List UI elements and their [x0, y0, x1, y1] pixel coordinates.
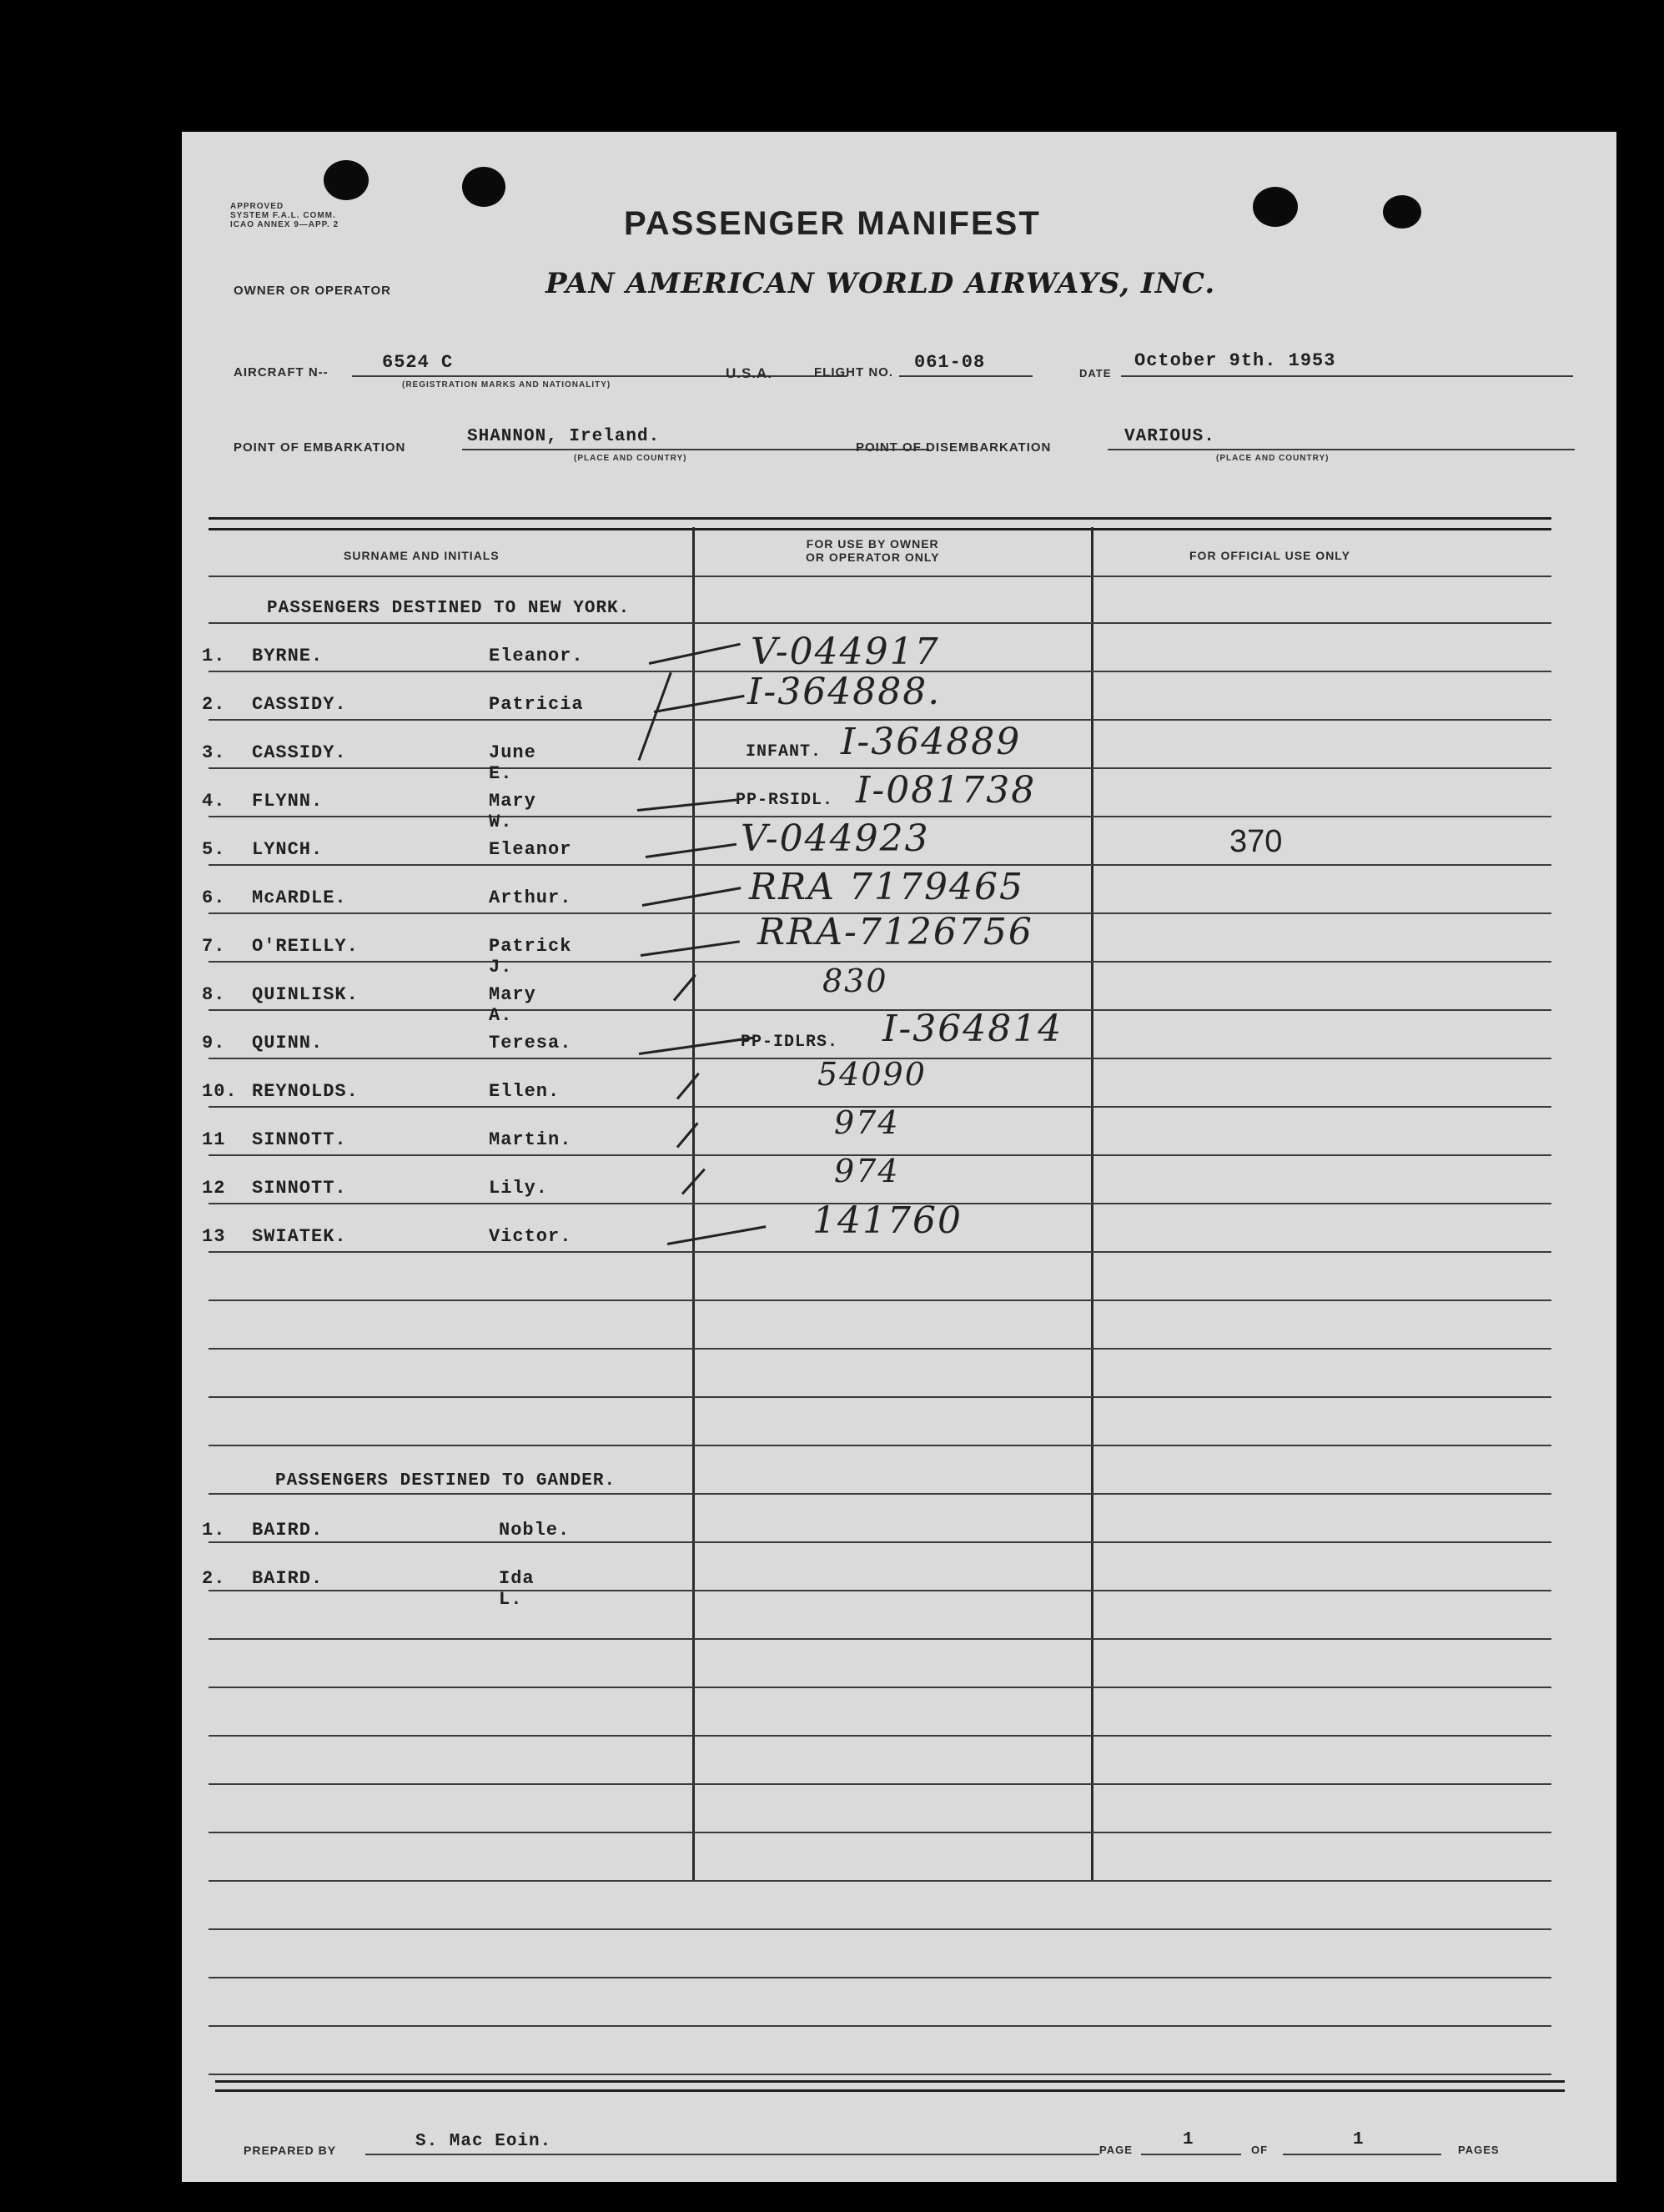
passenger-given-name: Patricia: [489, 694, 584, 715]
passenger-given-name: Ida L.: [499, 1568, 535, 1610]
handwritten-entry: 830: [822, 963, 888, 999]
row-rule: [209, 576, 1551, 577]
row-rule: [209, 1445, 1551, 1446]
section-heading-new-york: PASSENGERS DESTINED TO NEW YORK.: [267, 599, 631, 618]
passenger-given-name: Arthur.: [489, 887, 572, 908]
embark-label: POINT OF EMBARKATION: [234, 440, 406, 455]
passenger-given-name: Mary A.: [489, 984, 536, 1026]
row-number: 4.: [202, 791, 226, 812]
row-rule: [209, 1348, 1551, 1350]
column-header-line: OR OPERATOR ONLY: [806, 550, 940, 564]
of-label: OF: [1251, 2144, 1269, 2156]
row-rule: [209, 1396, 1551, 1398]
passenger-surname: QUINLISK.: [252, 984, 359, 1005]
row-number: 7.: [202, 936, 226, 957]
header-rule: [209, 517, 1551, 530]
place-caption: (PLACE AND COUNTRY): [1216, 454, 1330, 463]
handwritten-entry: 54090: [817, 1056, 927, 1093]
handwritten-entry: RRA 7179465: [749, 866, 1024, 908]
row-rule: [209, 1687, 1551, 1688]
passenger-given-name: June E.: [489, 742, 536, 784]
page-title: PASSENGER MANIFEST: [624, 205, 1041, 242]
flight-underline: [899, 375, 1033, 377]
page-underline: [1141, 2154, 1241, 2155]
manifest-sheet: [182, 132, 1616, 2182]
prepared-underline: [365, 2154, 1099, 2155]
check-mark: [676, 1122, 699, 1148]
owner-label: OWNER OR OPERATOR: [234, 284, 391, 298]
row-rule: [209, 1009, 1551, 1011]
handwritten-entry: V-044917: [751, 631, 940, 673]
approval-line: ICAO ANNEX 9—APP. 2: [230, 220, 339, 229]
handwritten-entry: 974: [834, 1153, 900, 1189]
column-header-surname: SURNAME AND INITIALS: [344, 549, 500, 562]
pen-stroke: [646, 843, 736, 858]
page-label: PAGE: [1099, 2144, 1133, 2156]
row-number: 1.: [202, 1520, 226, 1541]
punch-hole: [1253, 187, 1298, 227]
approval-line: APPROVED: [230, 202, 284, 211]
passenger-surname: O'REILLY.: [252, 936, 359, 957]
date-underline: [1121, 375, 1573, 377]
row-rule: [209, 1928, 1551, 1930]
column-header-official: FOR OFFICIAL USE ONLY: [1189, 549, 1350, 562]
page-total: 1: [1353, 2130, 1365, 2149]
row-rule: [209, 2025, 1551, 2027]
row-number: 1.: [202, 646, 226, 666]
passenger-surname: CASSIDY.: [252, 742, 347, 763]
punch-hole: [1383, 195, 1421, 229]
embark-value: SHANNON, Ireland.: [467, 427, 661, 446]
official-use-note: 370: [1229, 824, 1283, 859]
prepared-by-value: S. Mac Eoin.: [415, 2132, 552, 2151]
registration-caption: (REGISTRATION MARKS AND NATIONALITY): [402, 380, 611, 390]
aircraft-underline: [352, 375, 847, 377]
date-value: October 9th. 1953: [1134, 350, 1336, 371]
passenger-surname: BAIRD.: [252, 1520, 324, 1541]
flight-label: FLIGHT NO.: [814, 365, 893, 380]
passenger-given-name: Ellen.: [489, 1081, 561, 1102]
passenger-surname: CASSIDY.: [252, 694, 347, 715]
aircraft-label: AIRCRAFT N--: [234, 365, 329, 380]
row-rule: [209, 1880, 1551, 1882]
row-rule: [209, 1977, 1551, 1978]
passenger-surname: REYNOLDS.: [252, 1081, 359, 1102]
row-rule: [209, 1251, 1551, 1253]
operator-typed-entry: INFANT.: [746, 742, 822, 762]
punch-hole: [462, 167, 505, 207]
pen-stroke: [637, 798, 737, 812]
date-label: DATE: [1079, 367, 1112, 380]
pages-label: PAGES: [1458, 2144, 1500, 2156]
pen-stroke: [638, 672, 672, 761]
row-rule: [209, 622, 1551, 624]
row-rule: [209, 1590, 1551, 1591]
row-number: 10.: [202, 1081, 238, 1102]
aircraft-value: 6524 C: [382, 352, 454, 373]
operator-name: PAN AMERICAN WORLD AIRWAYS, INC.: [545, 267, 1216, 300]
row-number: 2.: [202, 694, 226, 715]
approval-line: SYSTEM F.A.L. COMM.: [230, 211, 336, 220]
row-number: 6.: [202, 887, 226, 908]
passenger-given-name: Patrick J.: [489, 936, 572, 978]
row-rule: [209, 1493, 1551, 1495]
row-number: 3.: [202, 742, 226, 763]
handwritten-entry: I-364888.: [747, 671, 942, 713]
place-caption: (PLACE AND COUNTRY): [574, 454, 687, 463]
passenger-given-name: Martin.: [489, 1129, 572, 1150]
prepared-by-label: PREPARED BY: [244, 2144, 337, 2157]
column-divider: [692, 527, 695, 1882]
country-label: U.S.A.: [726, 365, 773, 381]
handwritten-entry: RRA-7126756: [757, 911, 1033, 953]
handwritten-entry: 974: [834, 1104, 900, 1141]
row-rule: [209, 1541, 1551, 1543]
passenger-given-name: Mary W.: [489, 791, 536, 832]
passenger-surname: LYNCH.: [252, 839, 324, 860]
check-mark: [676, 1073, 700, 1100]
passenger-given-name: Teresa.: [489, 1033, 572, 1053]
disembark-underline: [1108, 449, 1575, 450]
handwritten-entry: I-081738: [856, 769, 1037, 812]
approval-block: [230, 202, 339, 229]
row-rule: [209, 1783, 1551, 1785]
row-rule: [209, 1638, 1551, 1640]
page-number: 1: [1183, 2130, 1194, 2149]
row-number: 11: [202, 1129, 226, 1150]
column-header-line: FOR USE BY OWNER: [806, 537, 939, 550]
passenger-surname: McARDLE.: [252, 887, 347, 908]
pen-stroke: [667, 1225, 767, 1245]
handwritten-entry: 141760: [812, 1199, 963, 1242]
flight-value: 061-08: [914, 352, 986, 373]
operator-typed-entry: PP-RSIDL.: [736, 791, 834, 810]
footer-rule: [215, 2080, 1565, 2092]
passenger-surname: SINNOTT.: [252, 1129, 347, 1150]
pen-stroke: [654, 695, 745, 713]
passenger-given-name: Lily.: [489, 1178, 549, 1199]
row-number: 12: [202, 1178, 226, 1199]
row-number: 13: [202, 1226, 226, 1247]
disembark-value: VARIOUS.: [1124, 427, 1215, 446]
punch-hole: [324, 160, 369, 200]
page-total-underline: [1283, 2154, 1441, 2155]
row-rule: [209, 1300, 1551, 1301]
section-heading-gander: PASSENGERS DESTINED TO GANDER.: [275, 1471, 616, 1491]
disembark-label: POINT OF DISEMBARKATION: [856, 440, 1052, 455]
handwritten-entry: I-364814: [882, 1008, 1063, 1050]
handwritten-entry: V-044923: [741, 817, 930, 860]
column-header-operator: [806, 537, 939, 564]
passenger-given-name: Victor.: [489, 1226, 572, 1247]
row-number: 8.: [202, 984, 226, 1005]
pen-stroke: [639, 1037, 755, 1055]
passenger-surname: SWIATEK.: [252, 1226, 347, 1247]
passenger-surname: QUINN.: [252, 1033, 324, 1053]
passenger-surname: FLYNN.: [252, 791, 324, 812]
column-divider: [1091, 527, 1093, 1882]
passenger-given-name: Eleanor.: [489, 646, 584, 666]
passenger-given-name: Noble.: [499, 1520, 571, 1541]
handwritten-entry: I-364889: [841, 721, 1022, 763]
passenger-surname: BYRNE.: [252, 646, 324, 666]
row-rule: [209, 1735, 1551, 1737]
row-rule: [209, 2074, 1551, 2075]
passenger-given-name: Eleanor: [489, 839, 572, 860]
passenger-surname: BAIRD.: [252, 1568, 324, 1589]
row-number: 9.: [202, 1033, 226, 1053]
operator-typed-entry: PP-IDLRS.: [741, 1033, 839, 1052]
passenger-surname: SINNOTT.: [252, 1178, 347, 1199]
row-rule: [209, 1832, 1551, 1833]
pen-stroke: [641, 940, 740, 957]
row-number: 2.: [202, 1568, 226, 1589]
row-number: 5.: [202, 839, 226, 860]
